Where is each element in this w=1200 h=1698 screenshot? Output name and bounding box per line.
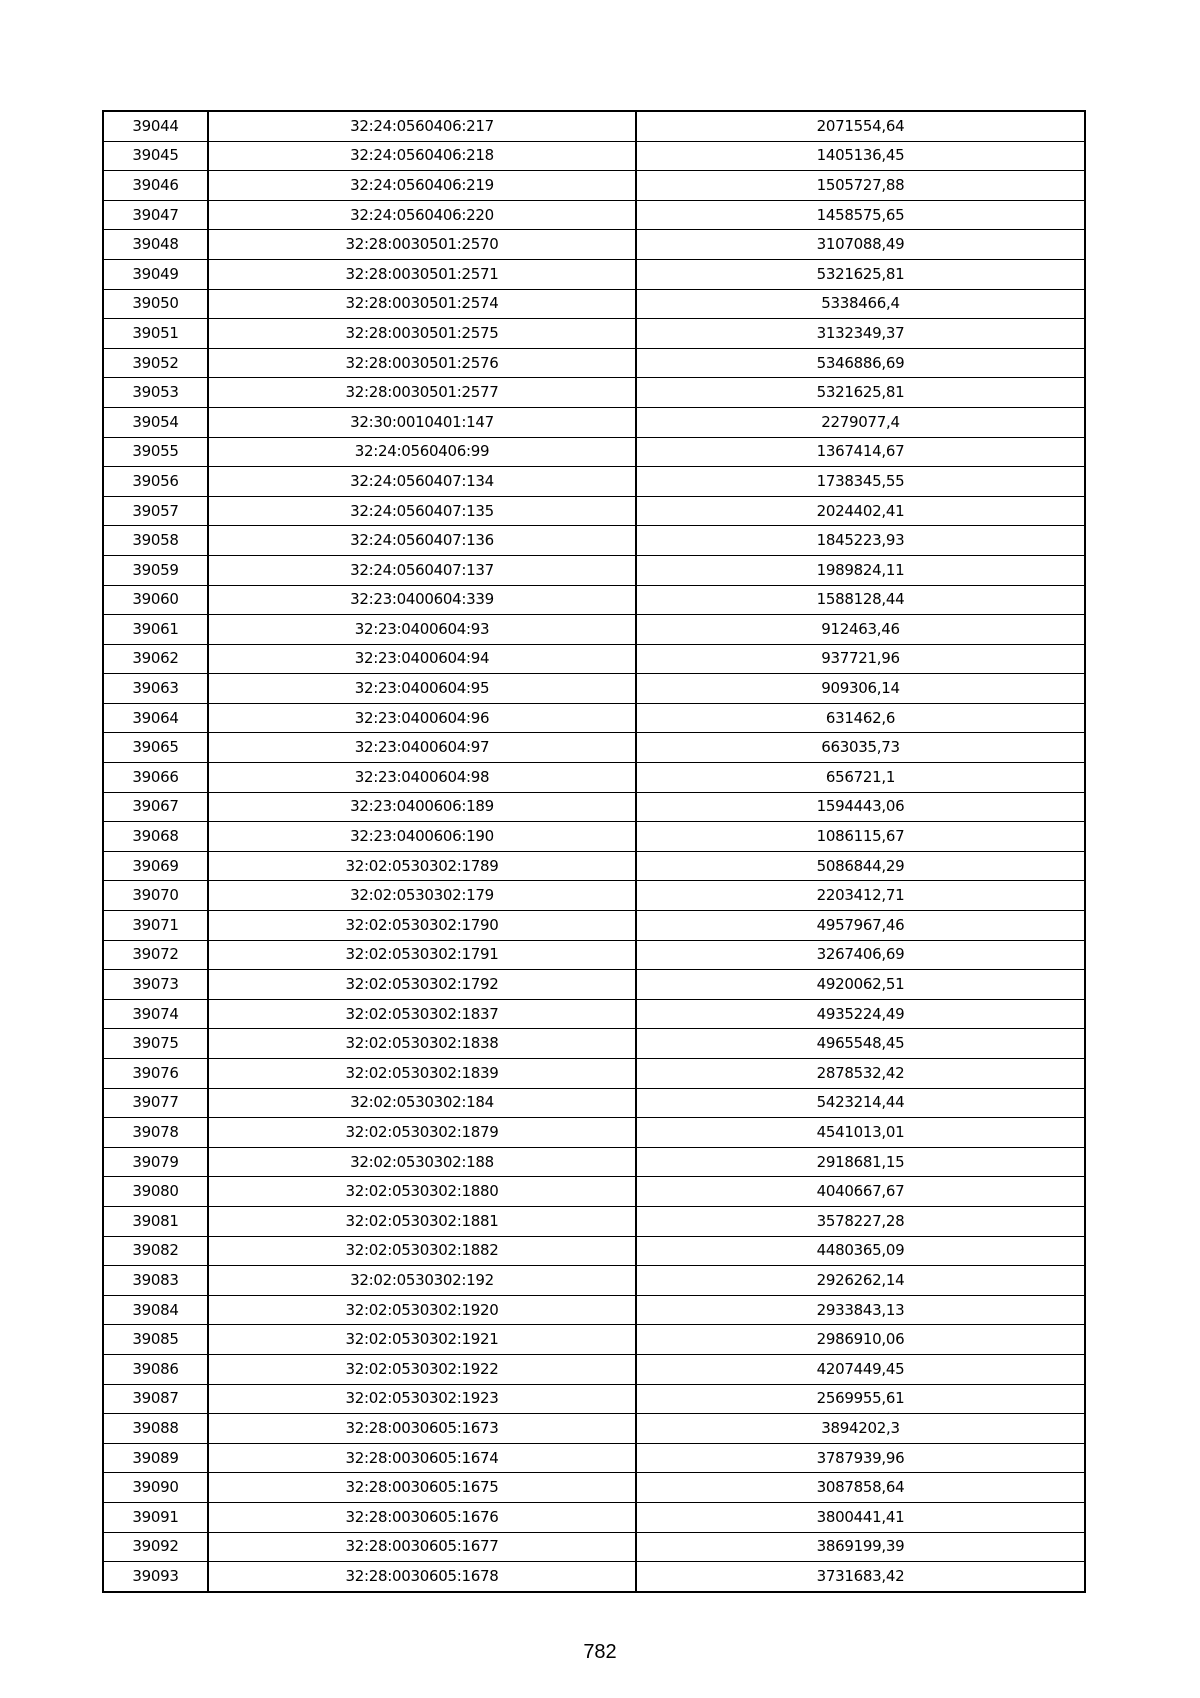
row-number-cell: 39064 — [103, 703, 208, 733]
row-number-cell: 39055 — [103, 437, 208, 467]
table-row — [103, 851, 1085, 881]
value-cell: 3787939,96 — [636, 1443, 1085, 1473]
cadastral-number-cell: 32:23:0400604:97 — [208, 733, 636, 763]
cadastral-number-cell: 32:23:0400604:339 — [208, 585, 636, 615]
value-cell: 5321625,81 — [636, 378, 1085, 408]
value-cell: 656721,1 — [636, 763, 1085, 793]
value-cell: 5321625,81 — [636, 259, 1085, 289]
cadastral-number-cell: 32:02:0530302:1882 — [208, 1236, 636, 1266]
table-row — [103, 1059, 1085, 1089]
cadastral-number-cell: 32:02:0530302:184 — [208, 1088, 636, 1118]
cadastral-number-cell: 32:02:0530302:1880 — [208, 1177, 636, 1207]
row-number-cell: 39087 — [103, 1384, 208, 1414]
cadastral-number-cell: 32:02:0530302:1879 — [208, 1118, 636, 1148]
row-number-cell: 39048 — [103, 230, 208, 260]
row-number-cell: 39066 — [103, 763, 208, 793]
row-number-cell: 39091 — [103, 1502, 208, 1532]
value-cell: 3731683,42 — [636, 1562, 1085, 1592]
table-row — [103, 1029, 1085, 1059]
cadastral-number-cell: 32:24:0560407:135 — [208, 496, 636, 526]
value-cell: 2878532,42 — [636, 1059, 1085, 1089]
row-number-cell: 39062 — [103, 644, 208, 674]
table-row — [103, 763, 1085, 793]
row-number-cell: 39052 — [103, 348, 208, 378]
table-row — [103, 1266, 1085, 1296]
cadastral-number-cell: 32:28:0030605:1674 — [208, 1443, 636, 1473]
table-row — [103, 970, 1085, 1000]
table-row — [103, 141, 1085, 171]
row-number-cell: 39047 — [103, 200, 208, 230]
table-row — [103, 1118, 1085, 1148]
value-cell: 1989824,11 — [636, 555, 1085, 585]
row-number-cell: 39081 — [103, 1206, 208, 1236]
row-number-cell: 39045 — [103, 141, 208, 171]
cadastral-number-cell: 32:02:0530302:1837 — [208, 999, 636, 1029]
value-cell: 3869199,39 — [636, 1532, 1085, 1562]
cadastral-number-cell: 32:28:0030605:1676 — [208, 1502, 636, 1532]
cadastral-number-cell: 32:24:0560406:219 — [208, 171, 636, 201]
cadastral-number-cell: 32:02:0530302:192 — [208, 1266, 636, 1296]
value-cell: 1405136,45 — [636, 141, 1085, 171]
cadastral-number-cell: 32:30:0010401:147 — [208, 407, 636, 437]
row-number-cell: 39078 — [103, 1118, 208, 1148]
cadastral-number-cell: 32:02:0530302:1839 — [208, 1059, 636, 1089]
value-cell: 2569955,61 — [636, 1384, 1085, 1414]
table-row — [103, 496, 1085, 526]
row-number-cell: 39082 — [103, 1236, 208, 1266]
value-cell: 3107088,49 — [636, 230, 1085, 260]
table-row — [103, 1532, 1085, 1562]
cadastral-number-cell: 32:23:0400604:96 — [208, 703, 636, 733]
cadastral-number-cell: 32:23:0400606:190 — [208, 822, 636, 852]
row-number-cell: 39049 — [103, 259, 208, 289]
value-cell: 3578227,28 — [636, 1206, 1085, 1236]
table-row — [103, 792, 1085, 822]
row-number-cell: 39085 — [103, 1325, 208, 1355]
page-number: 782 — [583, 1641, 617, 1663]
cadastral-number-cell: 32:28:0030501:2576 — [208, 348, 636, 378]
value-cell: 2279077,4 — [636, 407, 1085, 437]
table-row — [103, 259, 1085, 289]
row-number-cell: 39084 — [103, 1295, 208, 1325]
row-number-cell: 39070 — [103, 881, 208, 911]
cadastral-number-cell: 32:28:0030605:1677 — [208, 1532, 636, 1562]
table-row — [103, 319, 1085, 349]
value-cell: 1738345,55 — [636, 467, 1085, 497]
table-row — [103, 1177, 1085, 1207]
value-cell: 4541013,01 — [636, 1118, 1085, 1148]
row-number-cell: 39086 — [103, 1354, 208, 1384]
table-row — [103, 230, 1085, 260]
row-number-cell: 39077 — [103, 1088, 208, 1118]
cadastral-number-cell: 32:24:0560407:134 — [208, 467, 636, 497]
cadastral-number-cell: 32:24:0560406:218 — [208, 141, 636, 171]
table-row — [103, 407, 1085, 437]
cadastral-number-cell: 32:02:0530302:1922 — [208, 1354, 636, 1384]
row-number-cell: 39072 — [103, 940, 208, 970]
table-row — [103, 555, 1085, 585]
value-cell: 3894202,3 — [636, 1414, 1085, 1444]
cadastral-number-cell: 32:24:0560406:99 — [208, 437, 636, 467]
row-number-cell: 39056 — [103, 467, 208, 497]
row-number-cell: 39089 — [103, 1443, 208, 1473]
value-cell: 1588128,44 — [636, 585, 1085, 615]
cadastral-number-cell: 32:23:0400604:95 — [208, 674, 636, 704]
cadastral-number-cell: 32:02:0530302:179 — [208, 881, 636, 911]
cadastral-number-cell: 32:23:0400604:93 — [208, 615, 636, 645]
cadastral-number-cell: 32:02:0530302:1791 — [208, 940, 636, 970]
value-cell: 5423214,44 — [636, 1088, 1085, 1118]
table-row — [103, 1562, 1085, 1592]
value-cell: 2024402,41 — [636, 496, 1085, 526]
table-row — [103, 1443, 1085, 1473]
row-number-cell: 39080 — [103, 1177, 208, 1207]
table-row — [103, 615, 1085, 645]
row-number-cell: 39090 — [103, 1473, 208, 1503]
cadastral-number-cell: 32:02:0530302:1921 — [208, 1325, 636, 1355]
value-cell: 2986910,06 — [636, 1325, 1085, 1355]
cadastral-number-cell: 32:02:0530302:1792 — [208, 970, 636, 1000]
table-row — [103, 733, 1085, 763]
value-cell: 2918681,15 — [636, 1147, 1085, 1177]
table-row — [103, 644, 1085, 674]
cadastral-number-cell: 32:02:0530302:1923 — [208, 1384, 636, 1414]
value-cell: 909306,14 — [636, 674, 1085, 704]
value-cell: 4965548,45 — [636, 1029, 1085, 1059]
cadastral-number-cell: 32:24:0560406:217 — [208, 111, 636, 141]
value-cell: 4957967,46 — [636, 911, 1085, 941]
cadastral-number-cell: 32:23:0400604:94 — [208, 644, 636, 674]
row-number-cell: 39073 — [103, 970, 208, 1000]
table-row — [103, 881, 1085, 911]
row-number-cell: 39092 — [103, 1532, 208, 1562]
table-row — [103, 348, 1085, 378]
row-number-cell: 39046 — [103, 171, 208, 201]
value-cell: 5338466,4 — [636, 289, 1085, 319]
cadastral-number-cell: 32:24:0560407:137 — [208, 555, 636, 585]
value-cell: 5086844,29 — [636, 851, 1085, 881]
row-number-cell: 39067 — [103, 792, 208, 822]
value-cell: 4207449,45 — [636, 1354, 1085, 1384]
data-table — [102, 110, 1086, 1593]
table-row — [103, 940, 1085, 970]
cadastral-number-cell: 32:23:0400606:189 — [208, 792, 636, 822]
row-number-cell: 39075 — [103, 1029, 208, 1059]
row-number-cell: 39074 — [103, 999, 208, 1029]
value-cell: 1845223,93 — [636, 526, 1085, 556]
value-cell: 631462,6 — [636, 703, 1085, 733]
table-row — [103, 1236, 1085, 1266]
row-number-cell: 39058 — [103, 526, 208, 556]
table-row — [103, 526, 1085, 556]
cadastral-number-cell: 32:02:0530302:188 — [208, 1147, 636, 1177]
value-cell: 2203412,71 — [636, 881, 1085, 911]
table-row — [103, 1354, 1085, 1384]
cadastral-number-cell: 32:28:0030605:1675 — [208, 1473, 636, 1503]
row-number-cell: 39088 — [103, 1414, 208, 1444]
row-number-cell: 39057 — [103, 496, 208, 526]
table-row — [103, 1473, 1085, 1503]
cadastral-number-cell: 32:28:0030501:2570 — [208, 230, 636, 260]
cadastral-number-cell: 32:02:0530302:1920 — [208, 1295, 636, 1325]
cadastral-number-cell: 32:24:0560407:136 — [208, 526, 636, 556]
row-number-cell: 39093 — [103, 1562, 208, 1592]
cadastral-number-cell: 32:28:0030605:1678 — [208, 1562, 636, 1592]
cadastral-number-cell: 32:02:0530302:1790 — [208, 911, 636, 941]
cadastral-number-cell: 32:02:0530302:1789 — [208, 851, 636, 881]
row-number-cell: 39071 — [103, 911, 208, 941]
cadastral-number-cell: 32:23:0400604:98 — [208, 763, 636, 793]
table-row — [103, 911, 1085, 941]
cadastral-number-cell: 32:28:0030501:2575 — [208, 319, 636, 349]
table-row — [103, 1384, 1085, 1414]
cadastral-number-cell: 32:28:0030501:2571 — [208, 259, 636, 289]
table-row — [103, 111, 1085, 141]
row-number-cell: 39069 — [103, 851, 208, 881]
table-row — [103, 467, 1085, 497]
table-row — [103, 674, 1085, 704]
value-cell: 912463,46 — [636, 615, 1085, 645]
value-cell: 4920062,51 — [636, 970, 1085, 1000]
row-number-cell: 39044 — [103, 111, 208, 141]
row-number-cell: 39059 — [103, 555, 208, 585]
row-number-cell: 39083 — [103, 1266, 208, 1296]
value-cell: 5346886,69 — [636, 348, 1085, 378]
row-number-cell: 39054 — [103, 407, 208, 437]
value-cell: 1505727,88 — [636, 171, 1085, 201]
row-number-cell: 39053 — [103, 378, 208, 408]
row-number-cell: 39068 — [103, 822, 208, 852]
row-number-cell: 39060 — [103, 585, 208, 615]
table-row — [103, 1088, 1085, 1118]
value-cell: 3132349,37 — [636, 319, 1085, 349]
row-number-cell: 39050 — [103, 289, 208, 319]
value-cell: 937721,96 — [636, 644, 1085, 674]
value-cell: 4040667,67 — [636, 1177, 1085, 1207]
cadastral-number-cell: 32:02:0530302:1838 — [208, 1029, 636, 1059]
table-row — [103, 1414, 1085, 1444]
table-row — [103, 1295, 1085, 1325]
table-row — [103, 585, 1085, 615]
row-number-cell: 39051 — [103, 319, 208, 349]
table-row — [103, 703, 1085, 733]
value-cell: 3267406,69 — [636, 940, 1085, 970]
cadastral-number-cell: 32:28:0030501:2577 — [208, 378, 636, 408]
cadastral-number-cell: 32:24:0560406:220 — [208, 200, 636, 230]
table-row — [103, 999, 1085, 1029]
value-cell: 1367414,67 — [636, 437, 1085, 467]
table-row — [103, 1147, 1085, 1177]
table-row — [103, 289, 1085, 319]
cadastral-number-cell: 32:02:0530302:1881 — [208, 1206, 636, 1236]
table-row — [103, 200, 1085, 230]
value-cell: 1086115,67 — [636, 822, 1085, 852]
value-cell: 3800441,41 — [636, 1502, 1085, 1532]
table-row — [103, 437, 1085, 467]
value-cell: 2926262,14 — [636, 1266, 1085, 1296]
table-row — [103, 1502, 1085, 1532]
table-row — [103, 1206, 1085, 1236]
row-number-cell: 39076 — [103, 1059, 208, 1089]
value-cell: 1594443,06 — [636, 792, 1085, 822]
value-cell: 1458575,65 — [636, 200, 1085, 230]
value-cell: 4935224,49 — [636, 999, 1085, 1029]
cadastral-number-cell: 32:28:0030501:2574 — [208, 289, 636, 319]
table-row — [103, 171, 1085, 201]
value-cell: 3087858,64 — [636, 1473, 1085, 1503]
row-number-cell: 39063 — [103, 674, 208, 704]
table-row — [103, 378, 1085, 408]
value-cell: 2933843,13 — [636, 1295, 1085, 1325]
cadastral-number-cell: 32:28:0030605:1673 — [208, 1414, 636, 1444]
table-body — [103, 111, 1085, 1592]
table-row — [103, 1325, 1085, 1355]
value-cell: 2071554,64 — [636, 111, 1085, 141]
row-number-cell: 39079 — [103, 1147, 208, 1177]
value-cell: 663035,73 — [636, 733, 1085, 763]
table-row — [103, 822, 1085, 852]
value-cell: 4480365,09 — [636, 1236, 1085, 1266]
row-number-cell: 39061 — [103, 615, 208, 645]
row-number-cell: 39065 — [103, 733, 208, 763]
